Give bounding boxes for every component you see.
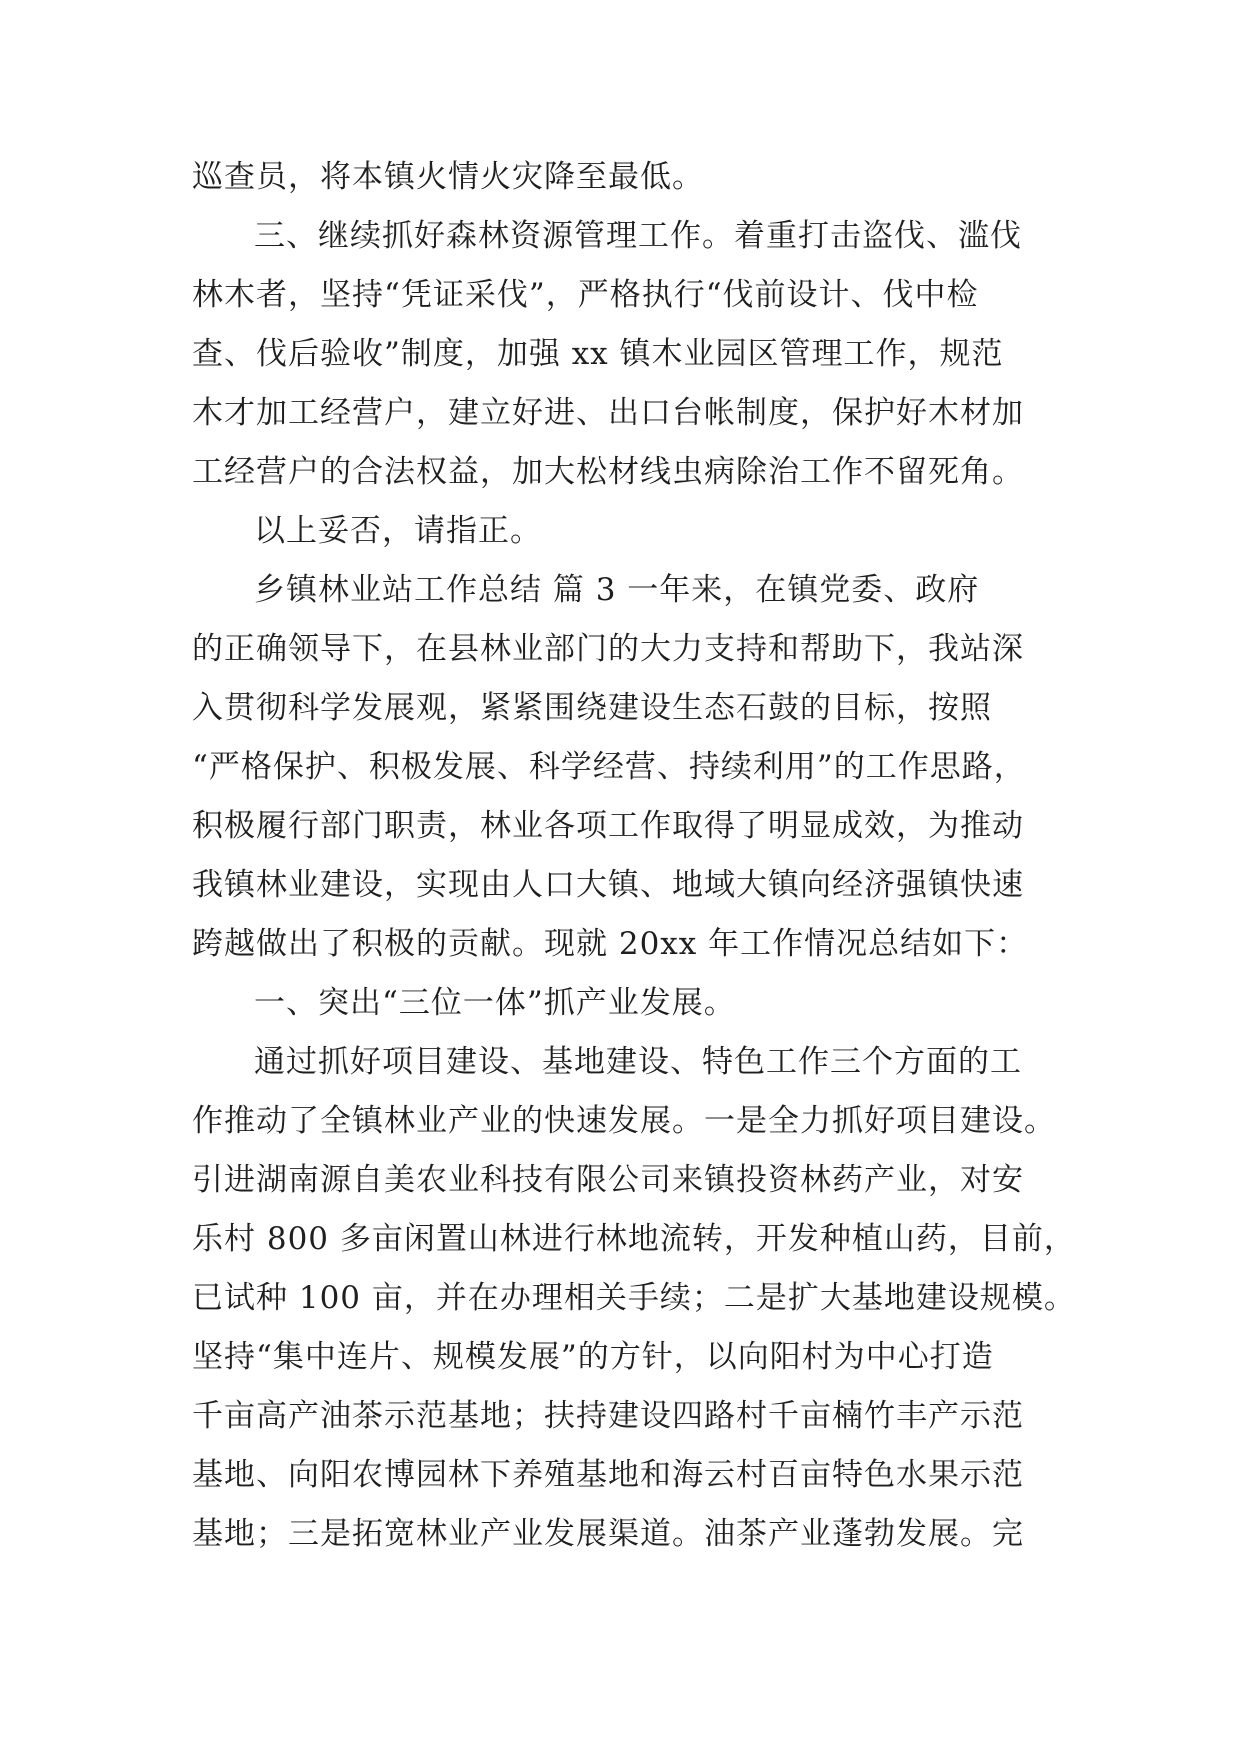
text-line: 积极履行部门职责，林业各项工作取得了明显成效，为推动 <box>192 808 1024 844</box>
text-line: 已试种 100 亩，并在办理相关手续；二是扩大基地建设规模。 <box>192 1280 1076 1316</box>
text-line: 巡查员，将本镇火情火灾降至最低。 <box>192 159 704 195</box>
text-line: 跨越做出了积极的贡献。现就 20xx 年工作情况总结如下： <box>192 926 1029 962</box>
text-line: 工经营户的合法权益，加大松材线虫病除治工作不留死角。 <box>192 454 1024 490</box>
text-line: “严格保护、积极发展、科学经营、持续利用”的工作思路， <box>192 749 1026 785</box>
text-line: 引进湖南源自美农业科技有限公司来镇投资林药产业，对安 <box>192 1162 1024 1198</box>
text-line: 入贯彻科学发展观，紧紧围绕建设生态石鼓的目标，按照 <box>192 690 992 726</box>
text-line: 千亩高产油茶示范基地；扶持建设四路村千亩楠竹丰产示范 <box>192 1398 1024 1434</box>
text-line: 一、突出“三位一体”抓产业发展。 <box>254 985 736 1021</box>
text-line: 作推动了全镇林业产业的快速发展。一是全力抓好项目建设。 <box>192 1103 1056 1139</box>
text-line: 乡镇林业站工作总结 篇 3 一年来，在镇党委、政府 <box>254 572 980 608</box>
text-line: 以上妥否，请指正。 <box>254 513 542 549</box>
text-line: 我镇林业建设，实现由人口大镇、地域大镇向经济强镇快速 <box>192 867 1024 903</box>
text-line: 木才加工经营户，建立好进、出口台帐制度，保护好木材加 <box>192 395 1024 431</box>
text-line: 三、继续抓好森林资源管理工作。着重打击盗伐、滥伐 <box>254 218 1022 254</box>
text-line: 查、伐后验收”制度，加强 xx 镇木业园区管理工作，规范 <box>192 336 1004 372</box>
text-line: 乐村 800 多亩闲置山林进行林地流转，开发种植山药，目前， <box>192 1221 1076 1257</box>
text-line: 林木者，坚持“凭证采伐”，严格执行“伐前设计、伐中检 <box>192 277 979 313</box>
text-line: 通过抓好项目建设、基地建设、特色工作三个方面的工 <box>254 1044 1022 1080</box>
document-body <box>192 148 1076 1564</box>
text-line: 坚持“集中连片、规模发展”的方针，以向阳村为中心打造 <box>192 1339 994 1375</box>
text-line: 基地；三是拓宽林业产业发展渠道。油茶产业蓬勃发展。完 <box>192 1516 1024 1552</box>
text-line: 基地、向阳农博园林下养殖基地和海云村百亩特色水果示范 <box>192 1457 1024 1493</box>
text-line: 的正确领导下，在县林业部门的大力支持和帮助下，我站深 <box>192 631 1024 667</box>
